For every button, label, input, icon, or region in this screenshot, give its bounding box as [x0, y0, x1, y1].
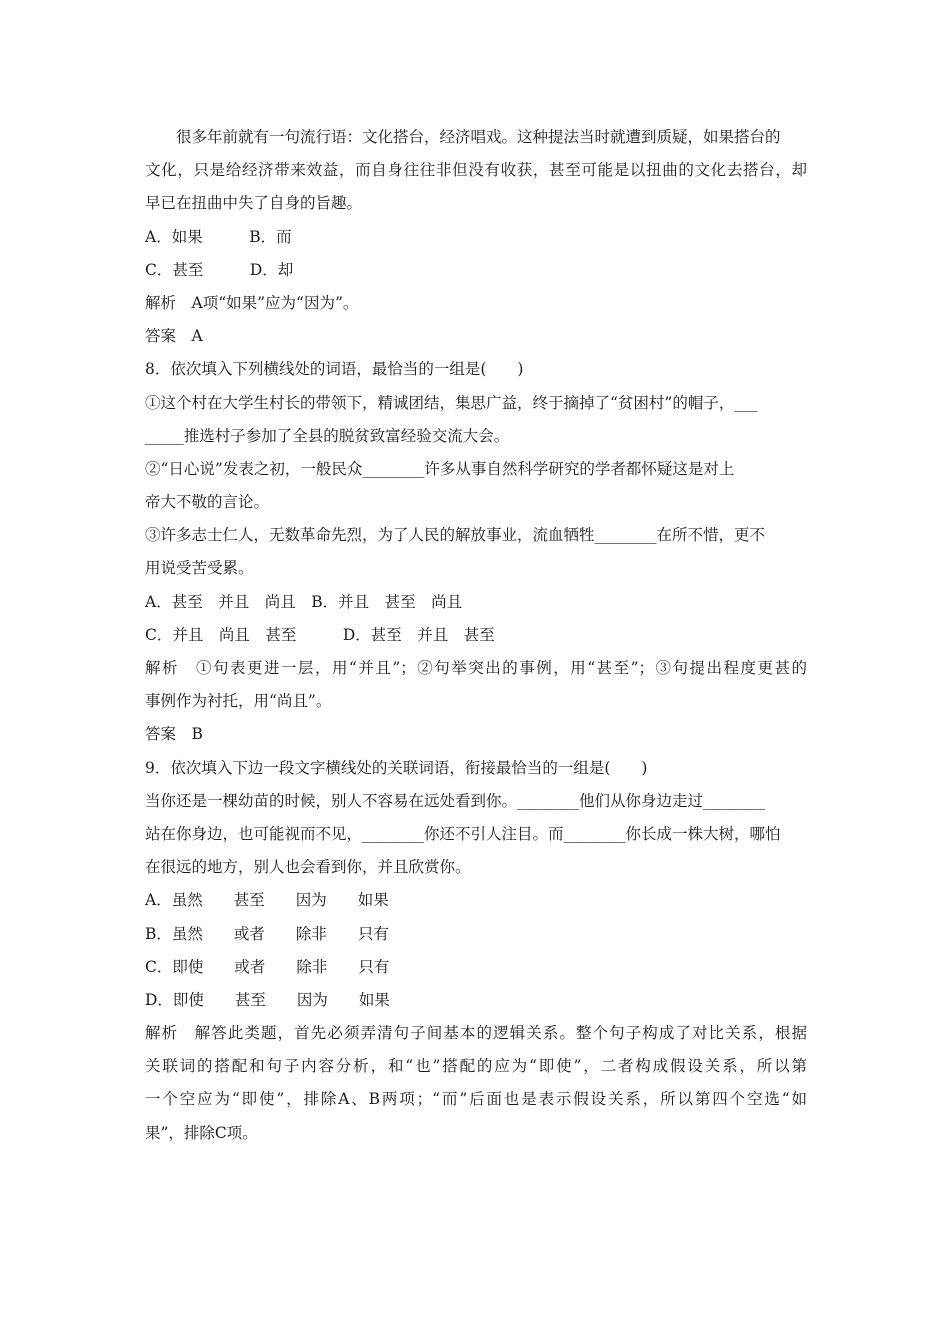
question-passage-line: 当你还是一棵幼苗的时候，别人不容易在远处看到你。________他们从你身边走过________ — [145, 791, 766, 810]
question-stem: 8．依次填入下列横线处的词语，最恰当的一组是( ) — [145, 360, 524, 379]
passage-line: 文化，只是给经济带来效益，而自身往往非但没有收获，甚至可能是以扭曲的文化去搭台，却 — [145, 161, 807, 180]
question-item-line: 用说受苦受累。 — [145, 559, 254, 578]
analysis-line: 解析 A项“如果”应为“因为”。 — [145, 293, 359, 312]
analysis-line: 事例作为衬托，用“尚且”。 — [145, 692, 332, 711]
analysis-line: 果”，排除C项。 — [145, 1123, 258, 1142]
option-line: C．并且 尚且 甚至 D．甚至 并且 甚至 — [145, 625, 495, 644]
analysis-line: 关联词的搭配和句子内容分析，和“也”搭配的应为“即使”，二者构成假设关系，所以第 — [145, 1057, 807, 1076]
option-line: B．虽然 或者 除非 只有 — [145, 924, 389, 943]
question-stem: 9．依次填入下边一段文字横线处的关联词语，衔接最恰当的一组是( ) — [145, 758, 648, 777]
passage-line: 很多年前就有一句流行语：文化搭台，经济唱戏。这种提法当时就遭到质疑，如果搭台的 — [176, 128, 781, 146]
analysis-line: 一个空应为“即使”，排除A、B两项；“而”后面也是表示假设关系，所以第四个空选“如 — [145, 1090, 807, 1109]
option-line: D．即使 甚至 因为 如果 — [145, 990, 390, 1009]
question-item-line: ②“日心说”发表之初，一般民众________许多从事自然科学研究的学者都怀疑这是对上 — [145, 459, 735, 478]
option-line: C．即使 或者 除非 只有 — [145, 957, 390, 976]
document-page — [145, 122, 807, 1151]
question-item-line: ①这个村在大学生村长的带领下，精诚团结，集思广益，终于摘掉了“贫困村”的帽子，___ — [145, 393, 758, 412]
question-passage-line: 站在你身边，也可能视而不见，________你还不引人注目。而________你长成一株大树，哪怕 — [145, 824, 781, 843]
question-item-line: 帝大不敬的言论。 — [145, 493, 270, 512]
question-item-line: _____推选村子参加了全县的脱贫致富经验交流大会。 — [145, 426, 510, 445]
option-line: A．如果 B．而 — [145, 227, 292, 246]
analysis-line: 解析 解答此类题，首先必须弄清句子间基本的逻辑关系。整个句子构成了对比关系，根据 — [145, 1024, 807, 1043]
option-line: C．甚至 D．却 — [145, 260, 294, 279]
passage-line: 早已在扭曲中失了自身的旨趣。 — [145, 194, 363, 213]
option-line: A．虽然 甚至 因为 如果 — [145, 891, 389, 910]
question-item-line: ③许多志士仁人，无数革命先烈，为了人民的解放事业，流血牺牲________在所不惜，更不 — [145, 526, 766, 545]
question-passage-line: 在很远的地方，别人也会看到你，并且欣赏你。 — [145, 858, 471, 877]
option-line: A．甚至 并且 尚且 B．并且 甚至 尚且 — [145, 592, 463, 611]
analysis-line: 解析 ①句表更进一层，用“并且”；②句举突出的事例，用“甚至”；③句提出程度更甚的 — [145, 659, 807, 677]
answer-line: 答案 B — [145, 725, 203, 744]
answer-line: 答案 A — [145, 327, 203, 346]
